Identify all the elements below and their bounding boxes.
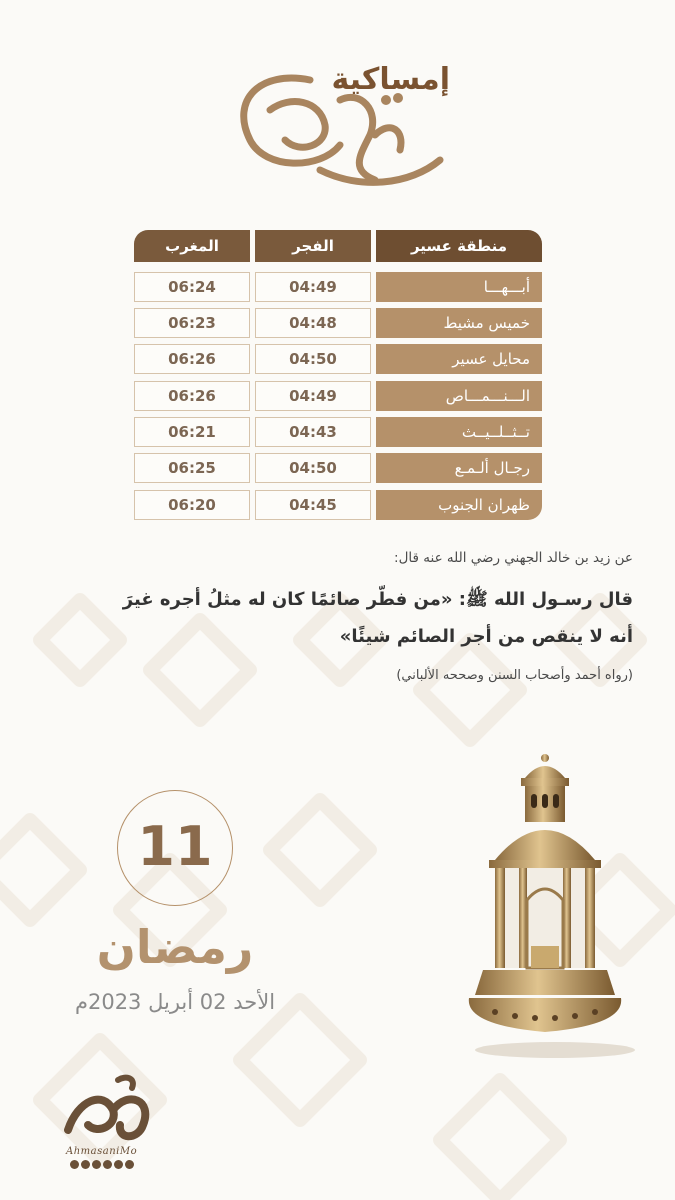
maghrib-time: 06:25 [134, 453, 250, 483]
youtube-icon[interactable] [81, 1160, 90, 1169]
maghrib-time: 06:26 [134, 344, 250, 374]
social-icons [70, 1160, 136, 1170]
day-number: 11 [137, 815, 213, 878]
month-name: رمضان [96, 920, 254, 974]
table-row [134, 344, 542, 374]
hadith-text-line-2: أنه لا ينقص من أجر الصائم شيئًا» [339, 626, 633, 647]
header-title: إمساكية [331, 62, 450, 97]
maghrib-time: 06:21 [134, 417, 250, 447]
fajr-time: 04:49 [255, 272, 371, 302]
city-name: رجـال ألـمـع [376, 453, 542, 483]
tiktok-icon[interactable] [103, 1160, 112, 1169]
prayer-times-table [134, 230, 542, 514]
table-row [134, 417, 542, 447]
header-fajr: الفجر [255, 230, 371, 262]
city-name: خميس مشيط [376, 308, 542, 338]
header-region: منطقة عسير [376, 230, 542, 262]
snapchat-icon[interactable] [70, 1160, 79, 1169]
table-row [134, 308, 542, 338]
maghrib-time: 06:20 [134, 490, 250, 520]
table-row [134, 272, 542, 302]
city-name: الـــنـــمـــاص [376, 381, 542, 411]
table-row [134, 453, 542, 483]
fajr-time: 04:50 [255, 344, 371, 374]
header-logo [200, 40, 460, 200]
city-name: أبـــهـــا [376, 272, 542, 302]
table-row [134, 381, 542, 411]
fajr-time: 04:50 [255, 453, 371, 483]
hadith-source: (رواه أحمد وأصحاب السنن وصححه الألباني) [396, 668, 633, 683]
table-header [134, 230, 542, 262]
maghrib-time: 06:26 [134, 381, 250, 411]
header-maghrib: المغرب [134, 230, 250, 262]
gregorian-date: الأحد 02 أبريل 2023م [74, 990, 276, 1014]
hadith-text-line-1: قال رسـول الله ﷺ: «من فطّر صائمًا كان له مثلُ أجره غيرَ [122, 589, 633, 610]
fajr-time: 04:45 [255, 490, 371, 520]
day-circle [117, 790, 233, 906]
maghrib-time: 06:23 [134, 308, 250, 338]
city-name: محايل عسير [376, 344, 542, 374]
fajr-time: 04:49 [255, 381, 371, 411]
linkedin-icon[interactable] [125, 1160, 134, 1169]
instagram-icon[interactable] [92, 1160, 101, 1169]
fajr-time: 04:48 [255, 308, 371, 338]
fajr-time: 04:43 [255, 417, 371, 447]
table-row [134, 490, 542, 520]
brand-name: AhmasaniMo [66, 1146, 138, 1157]
city-name: تــثــلــيــث [376, 417, 542, 447]
hadith-intro: عن زيد بن خالد الجهني رضي الله عنه قال: [394, 550, 633, 566]
city-name: ظهران الجنوب [376, 490, 542, 520]
twitter-icon[interactable] [114, 1160, 123, 1169]
maghrib-time: 06:24 [134, 272, 250, 302]
lantern-icon [455, 750, 675, 1060]
